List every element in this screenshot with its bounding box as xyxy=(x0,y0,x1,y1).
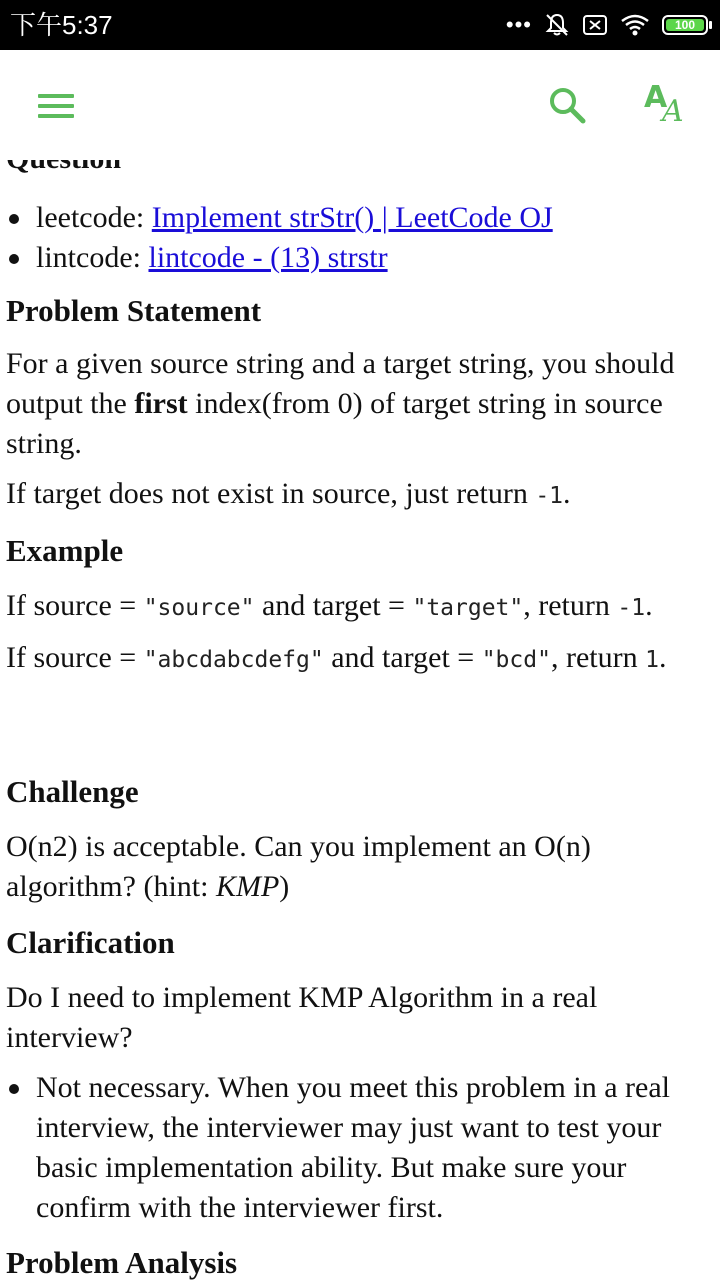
battery-level: 100 xyxy=(666,19,704,31)
source-links-list xyxy=(6,198,714,278)
example-1: If source = "source" and target = "target", return -1. xyxy=(6,589,653,622)
problem-statement-return: If target does not exist in source, just return -1. xyxy=(6,477,571,510)
font-size-button[interactable]: A A xyxy=(644,80,684,129)
lintcode-link[interactable]: lintcode - (13) strstr xyxy=(148,241,388,274)
more-dots-icon: ••• xyxy=(505,12,532,37)
analysis-section xyxy=(6,1244,714,1280)
clarification-heading: Clarification xyxy=(6,925,175,960)
links-section xyxy=(6,198,714,278)
example-2: If source = "abcdabcdefg" and target = "bcd", return 1. xyxy=(6,641,667,674)
clarification-section xyxy=(6,924,714,1228)
search-icon xyxy=(545,83,589,127)
clarification-list xyxy=(6,1068,714,1228)
challenge-text: O(n2) is acceptable. Can you implement an O(n) algorithm? (hint: KMP) xyxy=(6,830,591,903)
example-heading: Example xyxy=(6,533,124,568)
menu-button[interactable] xyxy=(36,94,76,124)
app-bar xyxy=(0,50,720,160)
list-item: Not necessary. When you meet this problem in a real interview, the interviewer may just want to test your basic implementation ability. But make sure your confirm with the interviewer first. xyxy=(6,1068,714,1228)
leetcode-link[interactable]: Implement strStr() | LeetCode OJ xyxy=(151,201,553,234)
example-section xyxy=(6,532,714,680)
challenge-section xyxy=(6,773,714,907)
font-size-icon: A xyxy=(644,80,668,115)
list-item: leetcode: Implement strStr() | LeetCode OJ xyxy=(6,198,714,238)
problem-statement-heading: Problem Statement xyxy=(6,293,262,328)
problem-analysis-heading: Problem Analysis xyxy=(6,1245,238,1280)
clarification-text: Do I need to implement KMP Algorithm in a real interview? xyxy=(6,981,598,1054)
search-button[interactable] xyxy=(545,83,589,127)
problem-statement-text: For a given source string and a target string, you should output the first index(from 0) of target string in source string. xyxy=(6,347,675,460)
challenge-heading: Challenge xyxy=(6,774,139,809)
problem-statement-section xyxy=(6,292,714,516)
menu-icon xyxy=(38,94,74,98)
status-time: 下午5:37 xyxy=(10,10,113,40)
list-item: lintcode: lintcode - (13) strstr xyxy=(6,238,714,278)
